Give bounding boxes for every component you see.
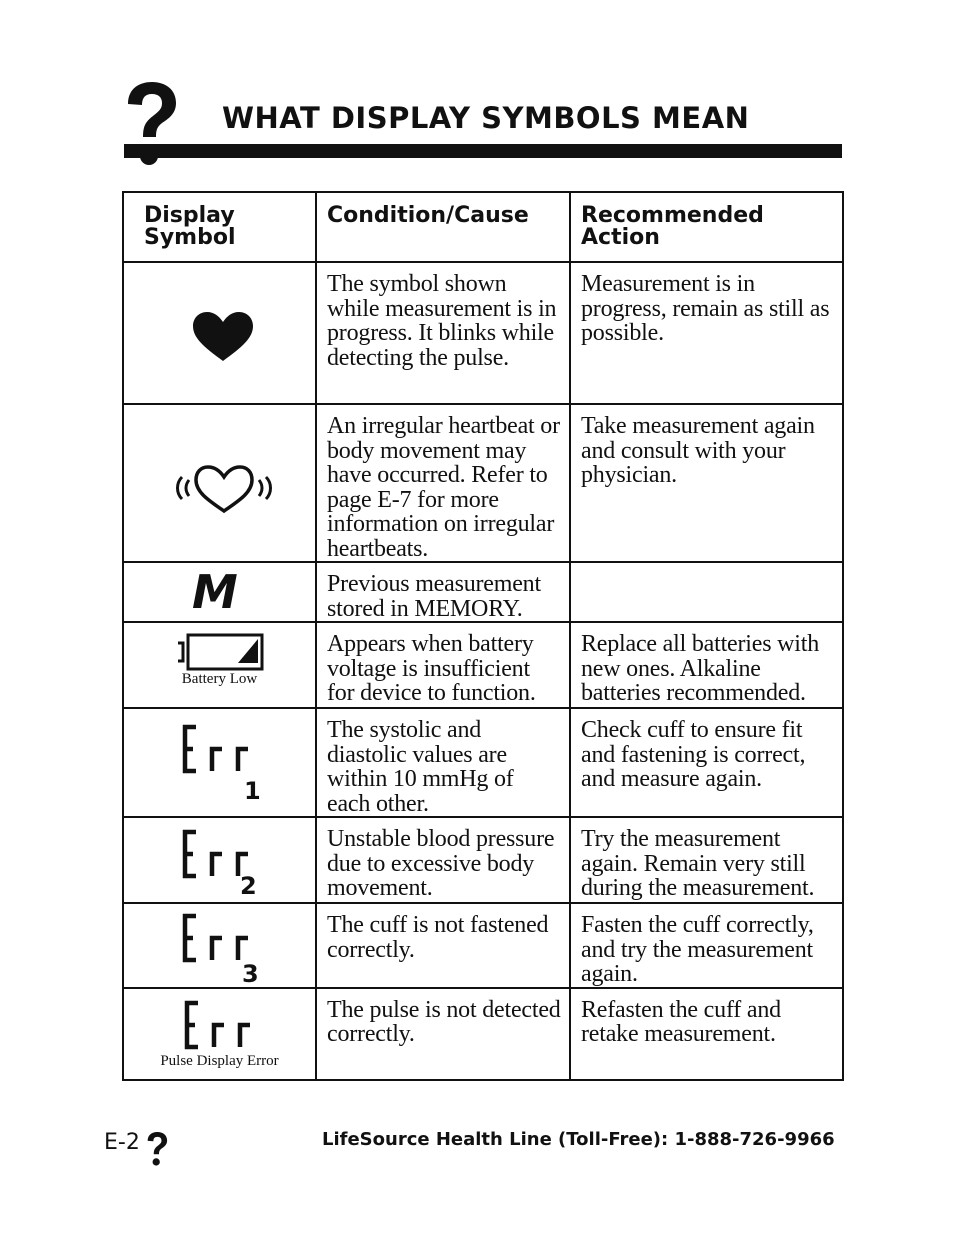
err-3-icon	[124, 904, 315, 987]
table-row	[123, 817, 843, 903]
helpline-footer: LifeSource Health Line (Toll-Free): 1-888-726-9966	[322, 1129, 835, 1150]
title-rule	[124, 144, 842, 158]
symbol-cell	[123, 817, 316, 903]
condition-text: The symbol shown while measurement is in progress. It blinks while detecting the pulse.	[316, 262, 570, 404]
action-text: Fasten the cuff correctly, and try the measurement again.	[570, 903, 843, 988]
err-pulse-icon	[124, 989, 315, 1079]
condition-text: The pulse is not detected correctly.	[316, 988, 570, 1080]
condition-text: Previous measurement stored in MEMORY.	[316, 562, 570, 622]
column-header-recommended-action: Recommended Action	[570, 192, 843, 262]
display-symbols-table	[122, 191, 844, 1081]
err-code-number: 2	[240, 872, 257, 900]
err-1-icon	[124, 709, 315, 816]
question-mark-icon	[144, 1132, 170, 1166]
irregular-heartbeat-icon	[172, 463, 276, 515]
condition-text: The cuff is not fastened correctly.	[316, 903, 570, 988]
err-code-number: 3	[242, 960, 259, 988]
table-row	[123, 562, 843, 622]
symbol-cell	[123, 622, 316, 708]
action-text: Measurement is in progress, remain as still as possible.	[570, 262, 843, 404]
condition-text: An irregular heartbeat or body movement may have occurred. Refer to page E-7 for more information on irregular heartbeats.	[316, 404, 570, 562]
symbol-cell	[123, 903, 316, 988]
symbol-cell	[123, 562, 316, 622]
err-code-number: 1	[244, 777, 261, 805]
action-text: Refasten the cuff and retake measurement.	[570, 988, 843, 1080]
table-header-row	[123, 192, 843, 262]
action-text: Check cuff to ensure fit and fastening is correct, and measure again.	[570, 708, 843, 817]
table-row	[123, 988, 843, 1080]
condition-text: Appears when battery voltage is insufficient for device to function.	[316, 622, 570, 708]
page-number: E-2	[104, 1130, 140, 1155]
symbol-cell	[123, 988, 316, 1080]
symbol-caption: Pulse Display Error	[160, 1052, 279, 1069]
condition-text: The systolic and diastolic values are within 10 mmHg of each other.	[316, 708, 570, 817]
err-2-icon	[124, 818, 315, 902]
symbol-caption: Battery Low	[181, 671, 258, 687]
action-text: Take measurement again and consult with your physician.	[570, 404, 843, 562]
symbol-cell	[123, 708, 316, 817]
action-text: Replace all batteries with new ones. Alkaline batteries recommended.	[570, 622, 843, 708]
symbol-cell	[123, 404, 316, 562]
symbol-cell	[123, 262, 316, 404]
action-text: Try the measurement again. Remain very still during the measurement.	[570, 817, 843, 903]
battery-low-icon	[176, 633, 264, 671]
table-row	[123, 622, 843, 708]
memory-m-icon: M	[192, 565, 238, 619]
heart-icon	[192, 311, 254, 363]
table-row	[123, 708, 843, 817]
action-text	[570, 562, 843, 622]
page-title: WHAT DISPLAY SYMBOLS MEAN	[222, 101, 750, 135]
column-header-condition-cause: Condition/Cause	[316, 192, 570, 262]
condition-text: Unstable blood pressure due to excessive body movement.	[316, 817, 570, 903]
column-header-display-symbol: Display Symbol	[123, 192, 316, 262]
table-row	[123, 404, 843, 562]
table-row	[123, 262, 843, 404]
table-row	[123, 903, 843, 988]
